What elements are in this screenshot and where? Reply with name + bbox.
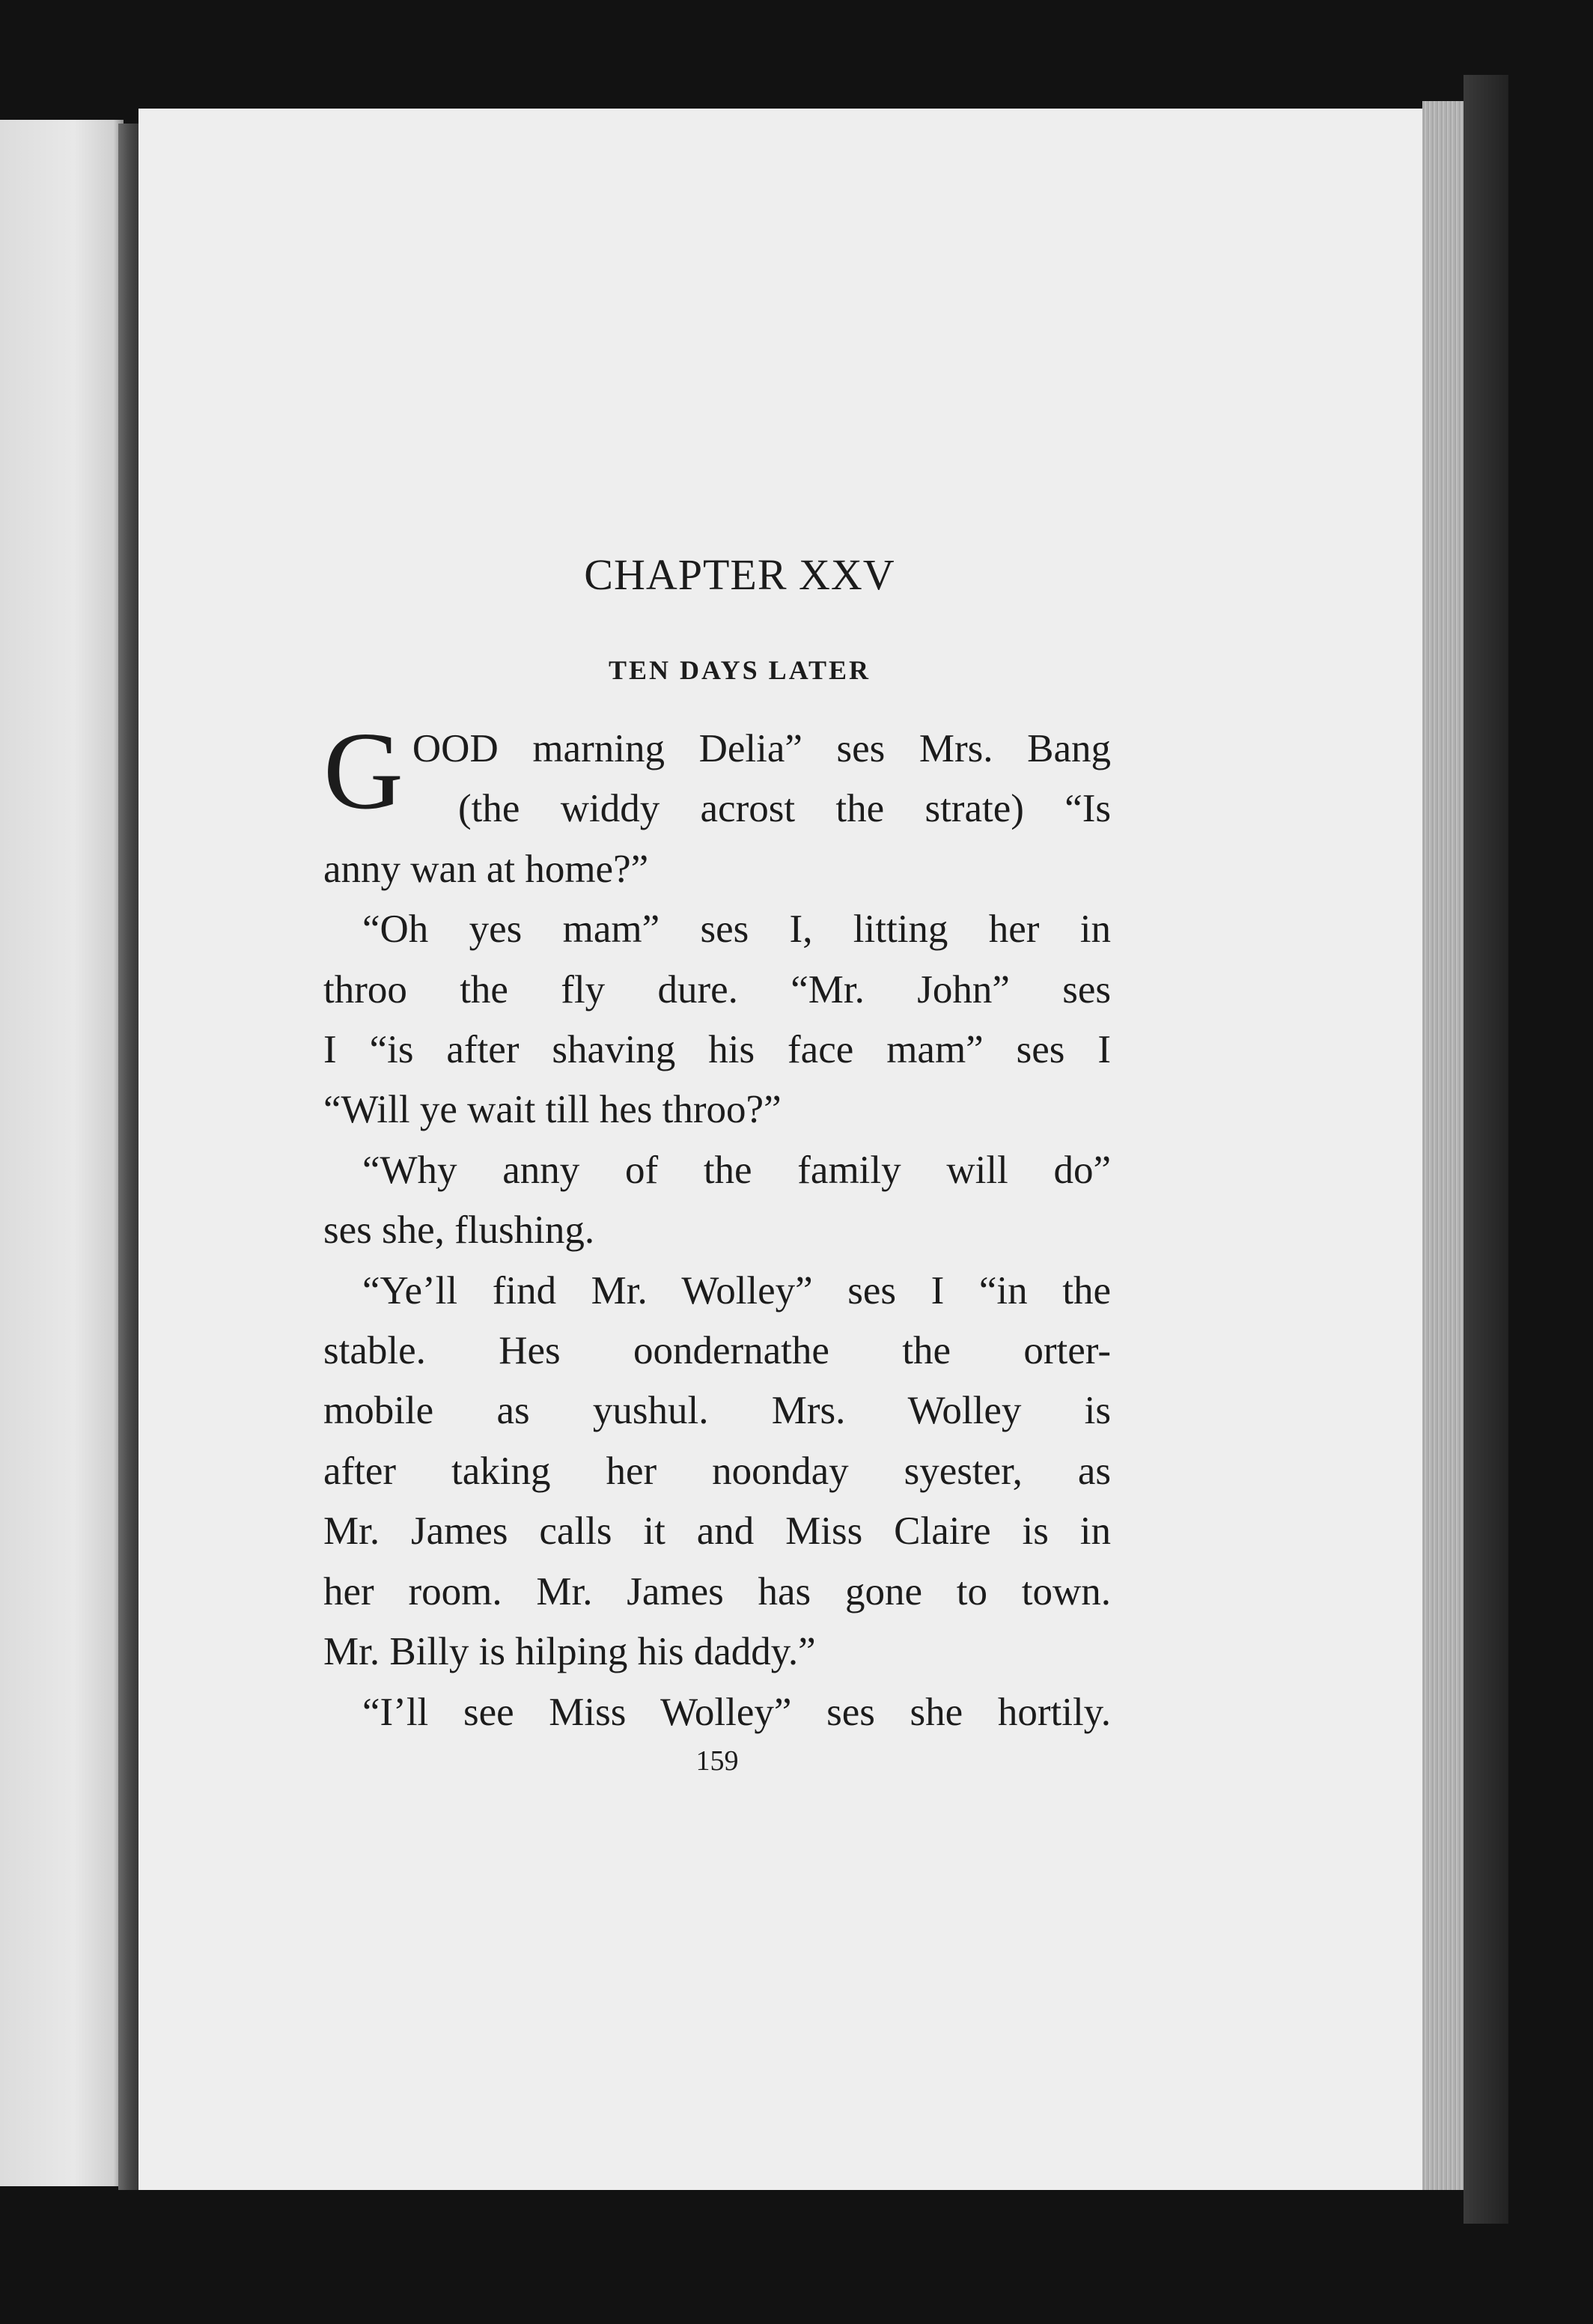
text-line: “Will ye wait till hes throo?” <box>323 1088 782 1132</box>
text-line: Mr. James calls it and Miss Claire is in <box>323 1509 1111 1554</box>
text-line: stable. Hes oondernathe the orter- <box>323 1329 1111 1373</box>
page-number: 159 <box>695 1744 739 1777</box>
left-page-edge <box>0 120 124 2186</box>
text-line: ses she, flushing. <box>323 1208 595 1253</box>
text-line: “I’ll see Miss Wolley” ses she hortily. <box>362 1690 1111 1734</box>
text-line: Mr. Billy is hilping his daddy.” <box>323 1630 816 1674</box>
text-line: anny wan at home?” <box>323 847 649 891</box>
book-cover-edge <box>1463 75 1508 2224</box>
text-line: OOD marning Delia” ses Mrs. Bang <box>412 727 1111 770</box>
page-text-block <box>323 524 1111 1780</box>
text-line: throo the fly dure. “Mr. John” ses <box>323 967 1111 1012</box>
chapter-title: CHAPTER XXV <box>584 550 895 599</box>
text-line: “Why anny of the family will do” <box>362 1148 1111 1192</box>
drop-cap: G <box>323 710 403 833</box>
text-line: her room. Mr. James has gone to town. <box>323 1569 1111 1613</box>
text-line: (the widdy acrost the strate) “Is <box>458 787 1111 831</box>
text-line: after taking her noonday syester, as <box>323 1449 1111 1493</box>
body-text <box>323 710 1111 1742</box>
text-line: “Oh yes mam” ses I, litting her in <box>362 907 1111 952</box>
page-edges <box>1422 101 1467 2190</box>
chapter-subtitle: TEN DAYS LATER <box>608 655 871 685</box>
text-line: mobile as yushul. Mrs. Wolley is <box>323 1389 1111 1433</box>
text-line: I “is after shaving his face mam” ses I <box>323 1028 1111 1072</box>
text-line: “Ye’ll find Mr. Wolley” ses I “in the <box>362 1268 1111 1312</box>
